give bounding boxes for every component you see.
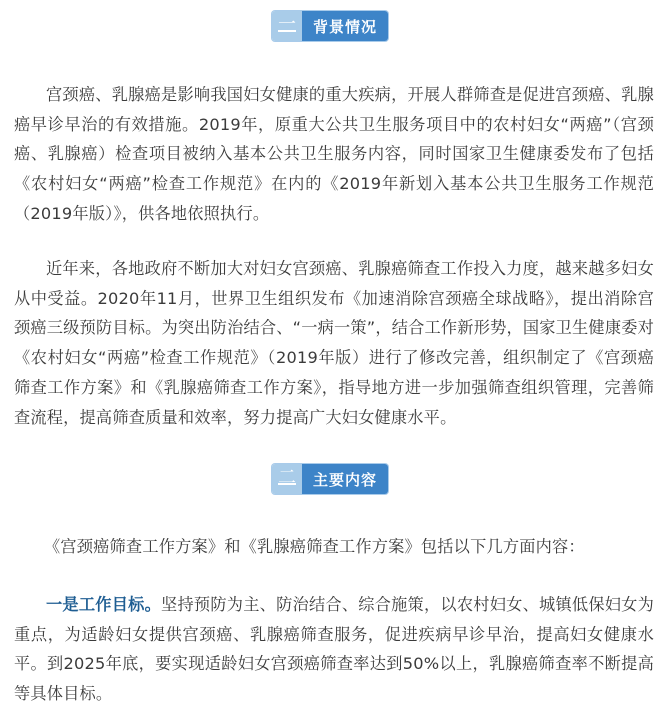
section-title: 主要内容 bbox=[302, 464, 388, 494]
paragraph-background-1: 宫颈癌、乳腺癌是影响我国妇女健康的重大疾病，开展人群筛查是促进宫颈癌、乳腺癌早诊早治的有效措施。2019年，原重大公共卫生服务项目中的农村妇女“两癌”（宫颈癌、乳腺癌）检查项目被纳入基本公共卫生服务内容，同时国家卫生健康委发布了包括《农村妇女“两癌”检查工作规范》在内的《2019年新划入基本公共卫生服务工作规范（2019年版）》，供各地依照执行。 bbox=[14, 85, 654, 223]
section-number: 一 bbox=[272, 11, 302, 41]
content-intro: 《宫颈癌筛查工作方案》和《乳腺癌筛查工作方案》包括以下几方面内容： bbox=[44, 537, 585, 556]
section-heading-background bbox=[272, 11, 388, 41]
section-number: 二 bbox=[272, 464, 302, 494]
paragraph-background-2: 近年来，各地政府不断加大对妇女宫颈癌、乳腺癌筛查工作投入力度，越来越多妇女从中受益。2020年11月，世界卫生组织发布《加速消除宫颈癌全球战略》，提出消除宫颈癌三级预防目标。为突出防治结合、“一病一策”，结合工作新形势，国家卫生健康委对《农村妇女“两癌”检查工作规范》（2019年版）进行了修改完善，组织制定了《宫颈癌筛查工作方案》和《乳腺癌筛查工作方案》，指导地方进一步加强筛查组织管理，完善筛查流程，提高筛查质量和效率，努力提高广大妇女健康水平。 bbox=[14, 259, 654, 427]
item-lead: 一是工作目标。 bbox=[46, 595, 162, 614]
section-heading-content bbox=[272, 464, 388, 494]
item-text: 坚持预防为主、防治结合、综合施策，以农村妇女、城镇低保妇女为重点，为适龄妇女提供宫颈癌、乳腺癌筛查服务，促进疾病早诊早治，提高妇女健康水平。到2025年底，要实现适龄妇女宫颈癌筛查率达到50%以上，乳腺癌筛查率不断提高等具体目标。 bbox=[14, 595, 655, 704]
content-item-goals bbox=[14, 590, 654, 709]
section-title: 背景情况 bbox=[302, 11, 388, 41]
